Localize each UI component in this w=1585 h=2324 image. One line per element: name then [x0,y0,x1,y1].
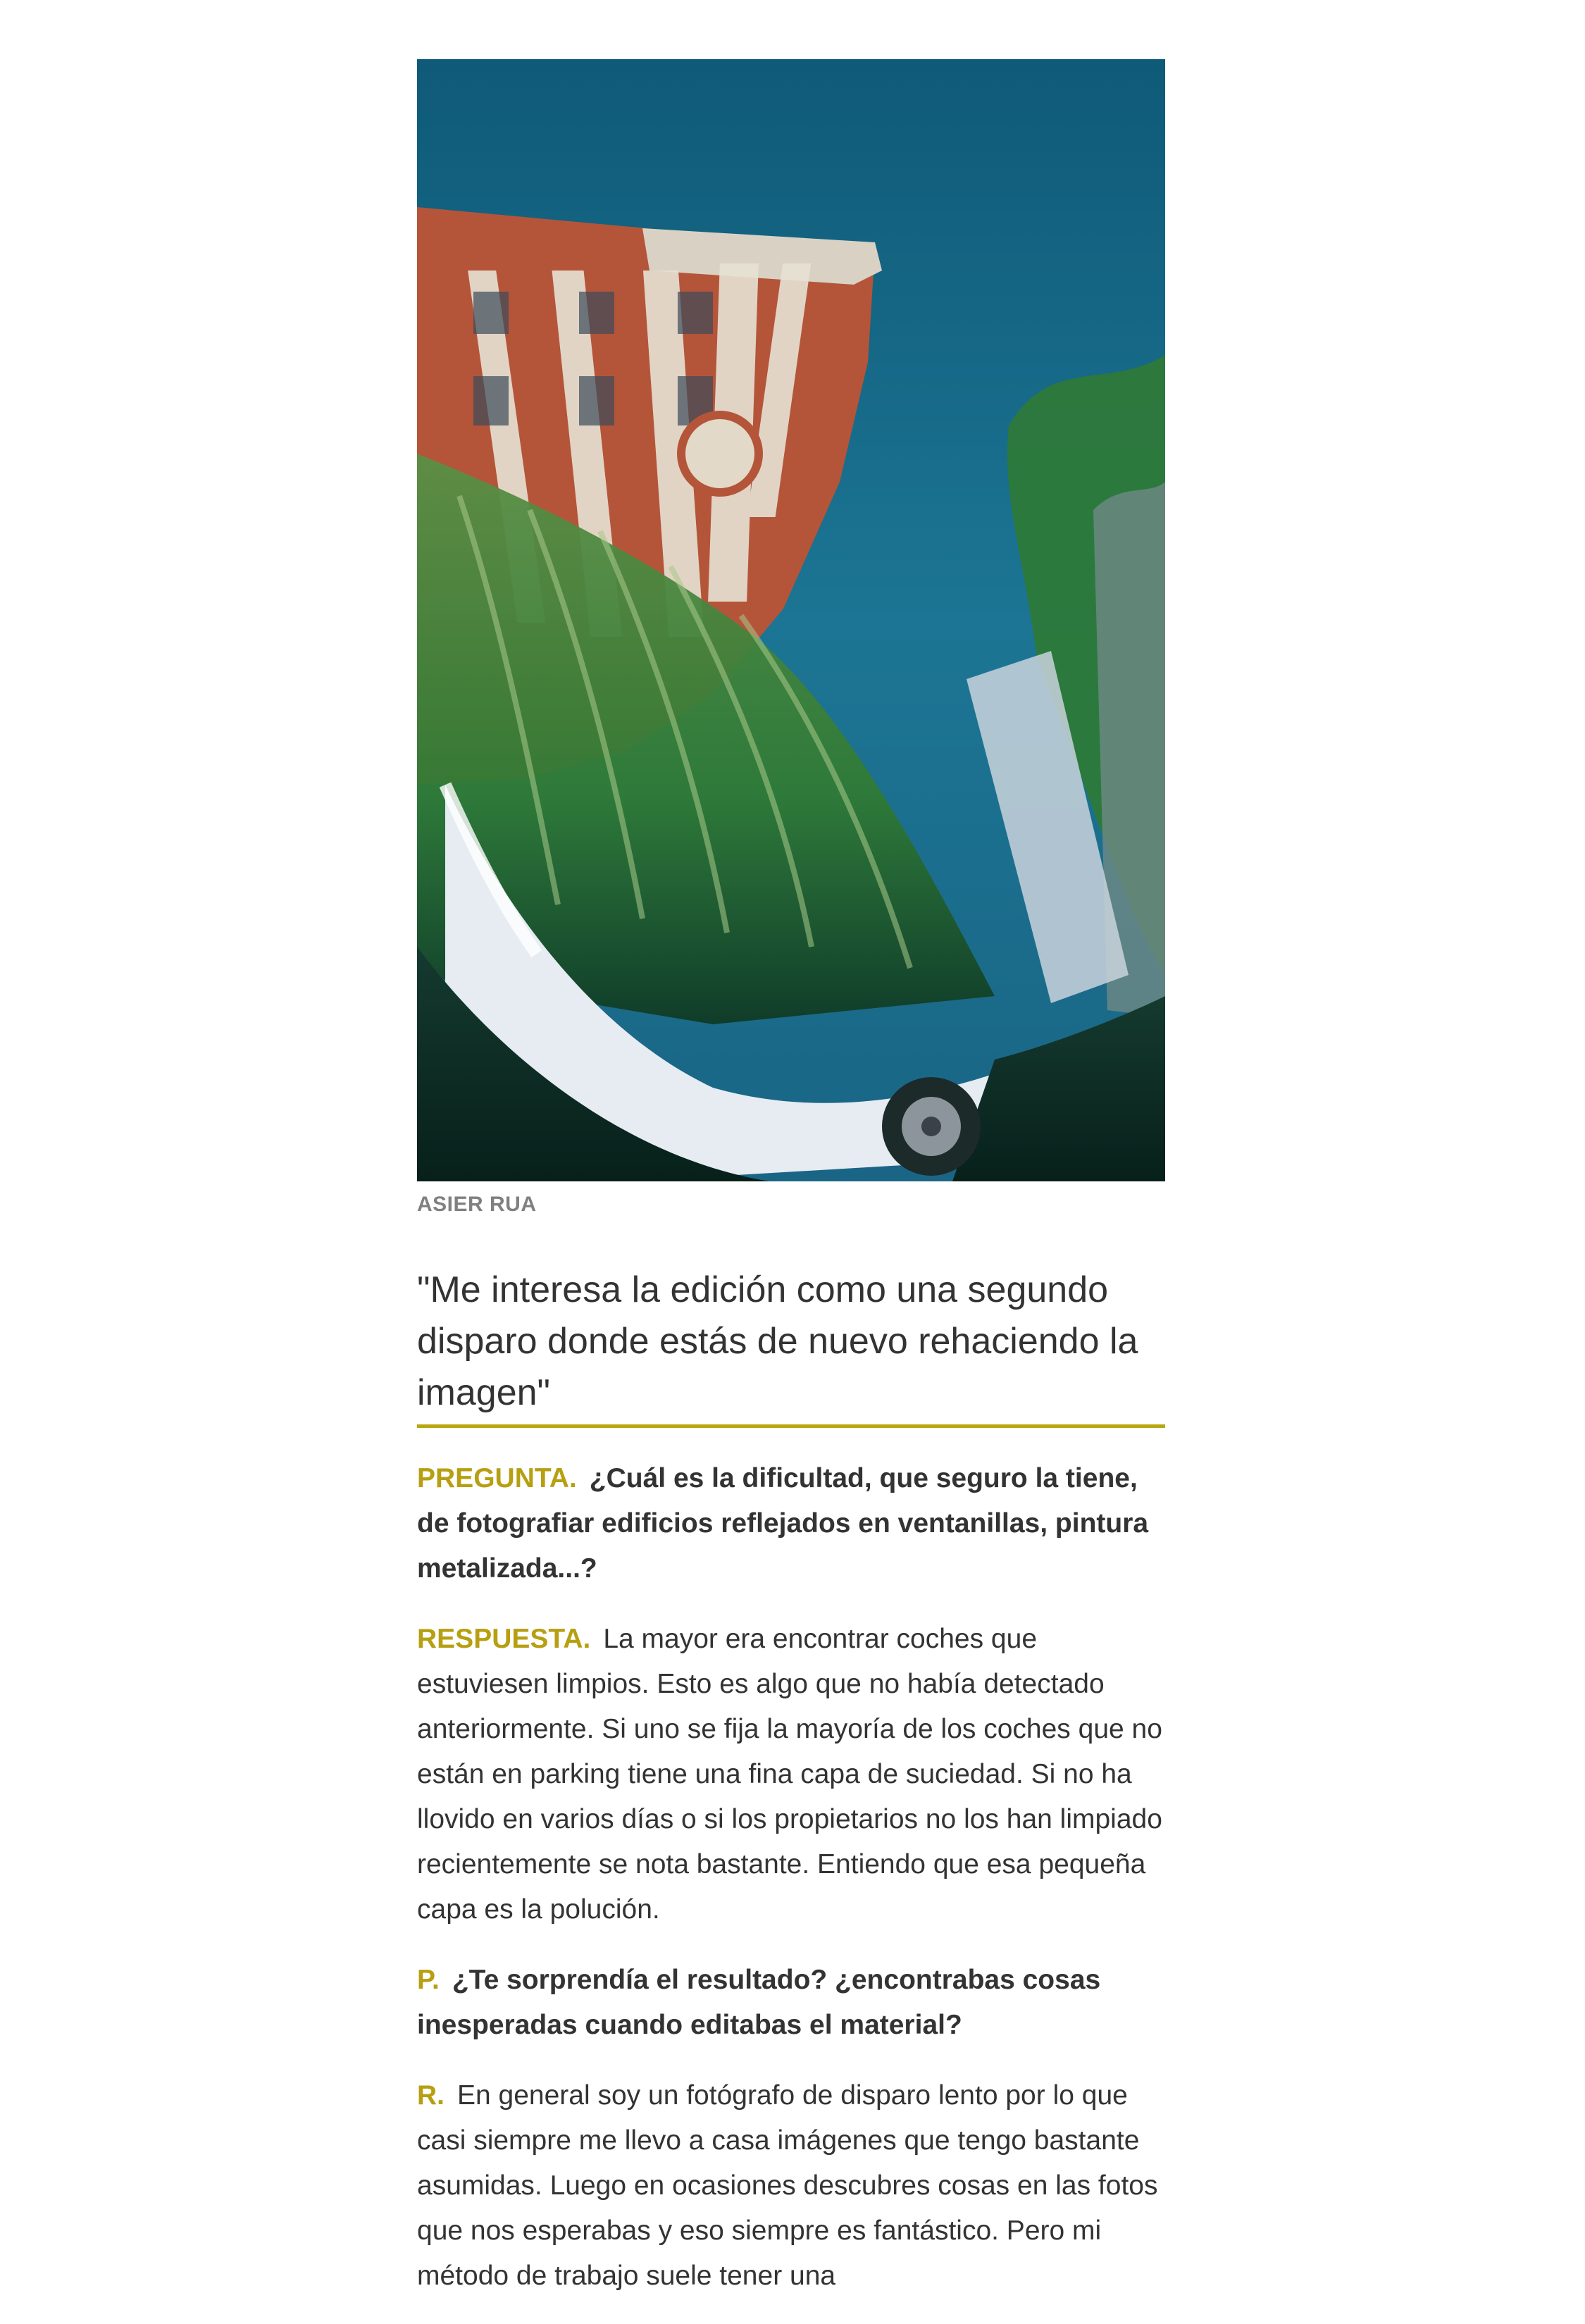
article-body [417,59,1165,2324]
answer-paragraph [417,2073,1165,2299]
question-paragraph [417,1958,1165,2048]
photo-reflection-image [417,59,1165,1181]
interview-qa [417,1456,1165,2299]
question-paragraph [417,1456,1165,1591]
question-label: PREGUNTA. [417,1463,577,1493]
question-text: ¿Te sorprendía el resultado? ¿encontrabas cosas inesperadas cuando editabas el material? [417,1965,1101,2040]
pull-quote: "Me interesa la edición como una segundo disparo donde estás de nuevo rehaciendo la imagen" [417,1264,1165,1428]
photo-caption: ASIER RUA [417,1193,537,1216]
question-text: ¿Cuál es la dificultad, que seguro la tiene, de fotografiar edificios reflejados en ventanillas, pintura metalizada...? [417,1463,1149,1584]
answer-label: RESPUESTA. [417,1624,591,1654]
answer-label: R. [417,2080,445,2111]
question-label: P. [417,1965,440,1995]
answer-paragraph [417,1617,1165,1932]
article-photo[interactable] [417,59,1165,1181]
answer-text: La mayor era encontrar coches que estuviesen limpios. Esto es algo que no había detectado anteriormente. Si uno se fija la mayoría de los coches que no están en parking tiene una fina capa de suciedad. Si no ha llovido en varios días o si los propietarios no los han limpiado recientemente se nota bastante. Entiendo que esa pequeña capa es la polución. [417,1624,1162,1925]
answer-text: En general soy un fotógrafo de disparo lento por lo que casi siempre me llevo a casa imágenes que tengo bastante asumidas. Luego en ocasiones descubres cosas en las fotos que nos esperabas y eso siempre es fantástico. Pero mi método de trabajo suele tener una [417,2080,1158,2291]
